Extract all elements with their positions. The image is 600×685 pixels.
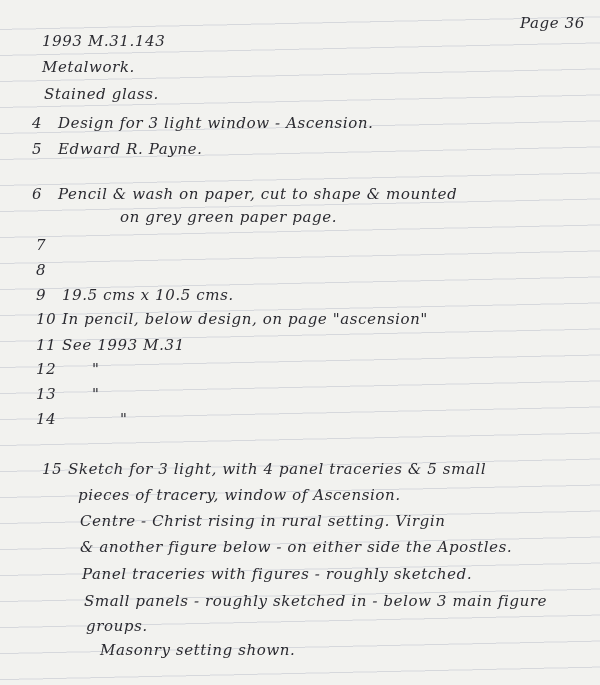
entry-11: 11 See 1993 M.31 <box>36 336 185 354</box>
entry-6: 6 Pencil & wash on paper, cut to shape & mounted <box>32 185 458 203</box>
entry-8: 8 <box>36 261 47 279</box>
entry-7: 7 <box>36 236 47 254</box>
entry-9: 9 19.5 cms x 10.5 cms. <box>36 286 234 304</box>
page-number: Page 36 <box>520 14 585 32</box>
entry-15: 15 Sketch for 3 light, with 4 panel traceries & 5 small <box>42 460 487 478</box>
category: Stained glass. <box>44 85 159 103</box>
entry-15-line-3: Centre - Christ rising in rural setting. Virgin <box>80 512 446 530</box>
entry-15-line-4: & another figure below - on either side the Apostles. <box>80 538 513 556</box>
entry-5: 5 Edward R. Payne. <box>32 140 203 158</box>
entry-10: 10 In pencil, below design, on page "ascension" <box>36 310 428 328</box>
entry-15-line-2: pieces of tracery, window of Ascension. <box>78 486 401 504</box>
entry-6-continued: on grey green paper page. <box>120 208 338 226</box>
entry-12: 12 " <box>36 360 100 378</box>
entry-15-line-7: groups. <box>86 617 148 635</box>
entry-15-line-5: Panel traceries with figures - roughly sketched. <box>82 565 473 583</box>
entry-4: 4 Design for 3 light window - Ascension. <box>32 114 374 132</box>
entry-13: 13 " <box>36 385 100 403</box>
entry-14: 14 " <box>36 410 128 428</box>
entry-15-line-8: Masonry setting shown. <box>100 641 296 659</box>
accession-number: 1993 M.31.143 <box>42 32 166 50</box>
entry-15-line-6: Small panels - roughly sketched in - below 3 main figure <box>84 592 548 610</box>
department: Metalwork. <box>42 58 135 76</box>
